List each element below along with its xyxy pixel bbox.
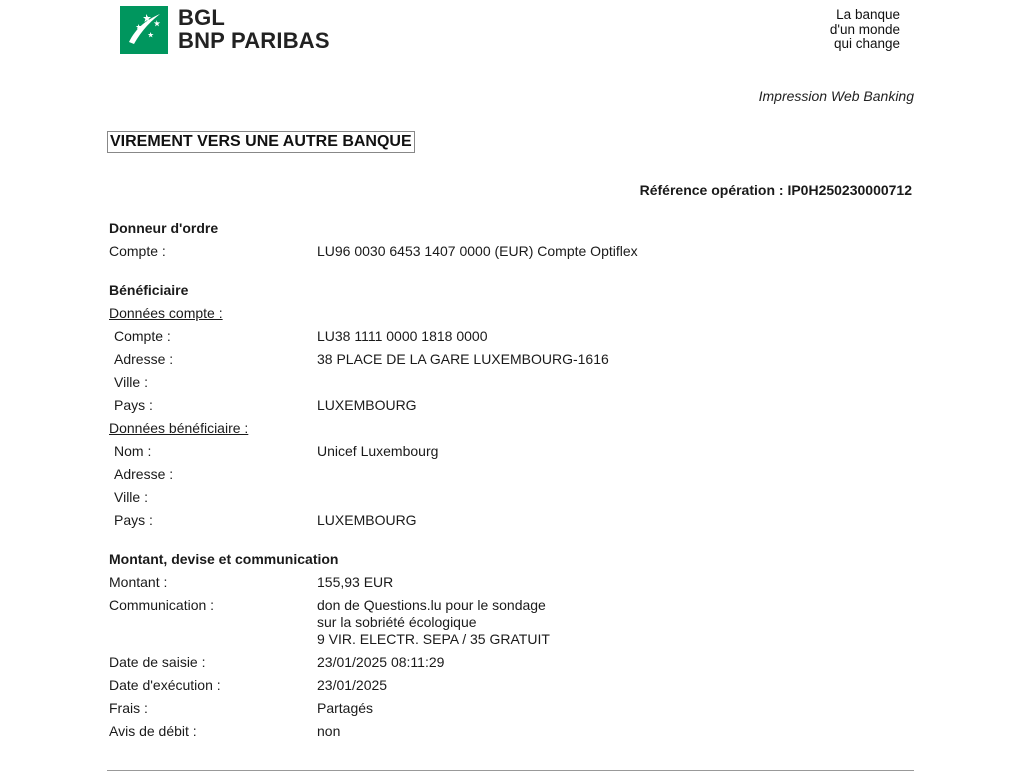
- benef-adresse2-label: Adresse :: [114, 466, 174, 482]
- benef-compte-label: Compte :: [114, 328, 171, 344]
- benef-ville-label: Ville :: [114, 374, 148, 390]
- donnees-beneficiaire-subheading: Données bénéficiaire :: [109, 420, 249, 436]
- slogan-line-2: d'un monde: [829, 21, 900, 37]
- frais-label: Frais :: [109, 700, 148, 716]
- frais-value: Partagés: [317, 700, 374, 716]
- benef-pays-label: Pays :: [114, 397, 153, 413]
- date-saisie-label: Date de saisie :: [109, 654, 206, 670]
- bnp-paribas-stars-logo-icon: [120, 6, 168, 54]
- operation-reference: Référence opération : IP0H250230000712: [639, 182, 912, 198]
- benef-nom-value: Unicef Luxembourg: [317, 443, 439, 459]
- avis-debit-label: Avis de débit :: [109, 723, 197, 739]
- montant-heading: Montant, devise et communication: [109, 551, 339, 567]
- benef-adresse-label: Adresse :: [114, 351, 174, 367]
- print-label: Impression Web Banking: [758, 88, 914, 104]
- benef-pays2-label: Pays :: [114, 512, 153, 528]
- date-execution-value: 23/01/2025: [317, 677, 388, 693]
- benef-pays-value: LUXEMBOURG: [317, 397, 417, 413]
- communication-value: [317, 597, 550, 648]
- communication-line-1: don de Questions.lu pour le sondage: [317, 597, 546, 613]
- page-title: VIREMENT VERS UNE AUTRE BANQUE: [107, 131, 415, 153]
- date-saisie-value: 23/01/2025 08:11:29: [317, 654, 445, 670]
- benef-pays2-value: LUXEMBOURG: [317, 512, 417, 528]
- brand-line-1: BGL: [178, 5, 226, 30]
- donneur-compte-label: Compte :: [109, 243, 166, 259]
- slogan-line-1: La banque: [836, 7, 900, 22]
- donnees-compte-subheading: Données compte :: [109, 305, 223, 321]
- benef-compte-value: LU38 1111 0000 1818 0000: [317, 328, 488, 344]
- beneficiaire-heading: Bénéficiaire: [109, 282, 189, 298]
- communication-line-3: 9 VIR. ELECTR. SEPA / 35 GRATUIT: [317, 631, 550, 647]
- benef-nom-label: Nom :: [114, 443, 152, 459]
- donneur-compte-value: LU96 0030 6453 1407 0000 (EUR) Compte Optiflex: [317, 243, 638, 259]
- slogan-line-3: qui change: [833, 36, 900, 51]
- benef-ville2-label: Ville :: [114, 489, 148, 505]
- bottom-divider: [107, 770, 914, 771]
- montant-value: 155,93 EUR: [317, 574, 394, 590]
- brand-line-2: BNP PARIBAS: [178, 28, 330, 53]
- brand-name: [178, 6, 330, 52]
- communication-label: Communication :: [109, 597, 215, 613]
- date-execution-label: Date d'exécution :: [109, 677, 221, 693]
- donneur-heading: Donneur d'ordre: [109, 220, 219, 236]
- slogan: [830, 8, 900, 52]
- avis-debit-value: non: [317, 723, 341, 739]
- benef-adresse-value: 38 PLACE DE LA GARE LUXEMBOURG-1616: [317, 351, 609, 367]
- montant-label: Montant :: [109, 574, 168, 590]
- communication-line-2: sur la sobriété écologique: [317, 614, 477, 630]
